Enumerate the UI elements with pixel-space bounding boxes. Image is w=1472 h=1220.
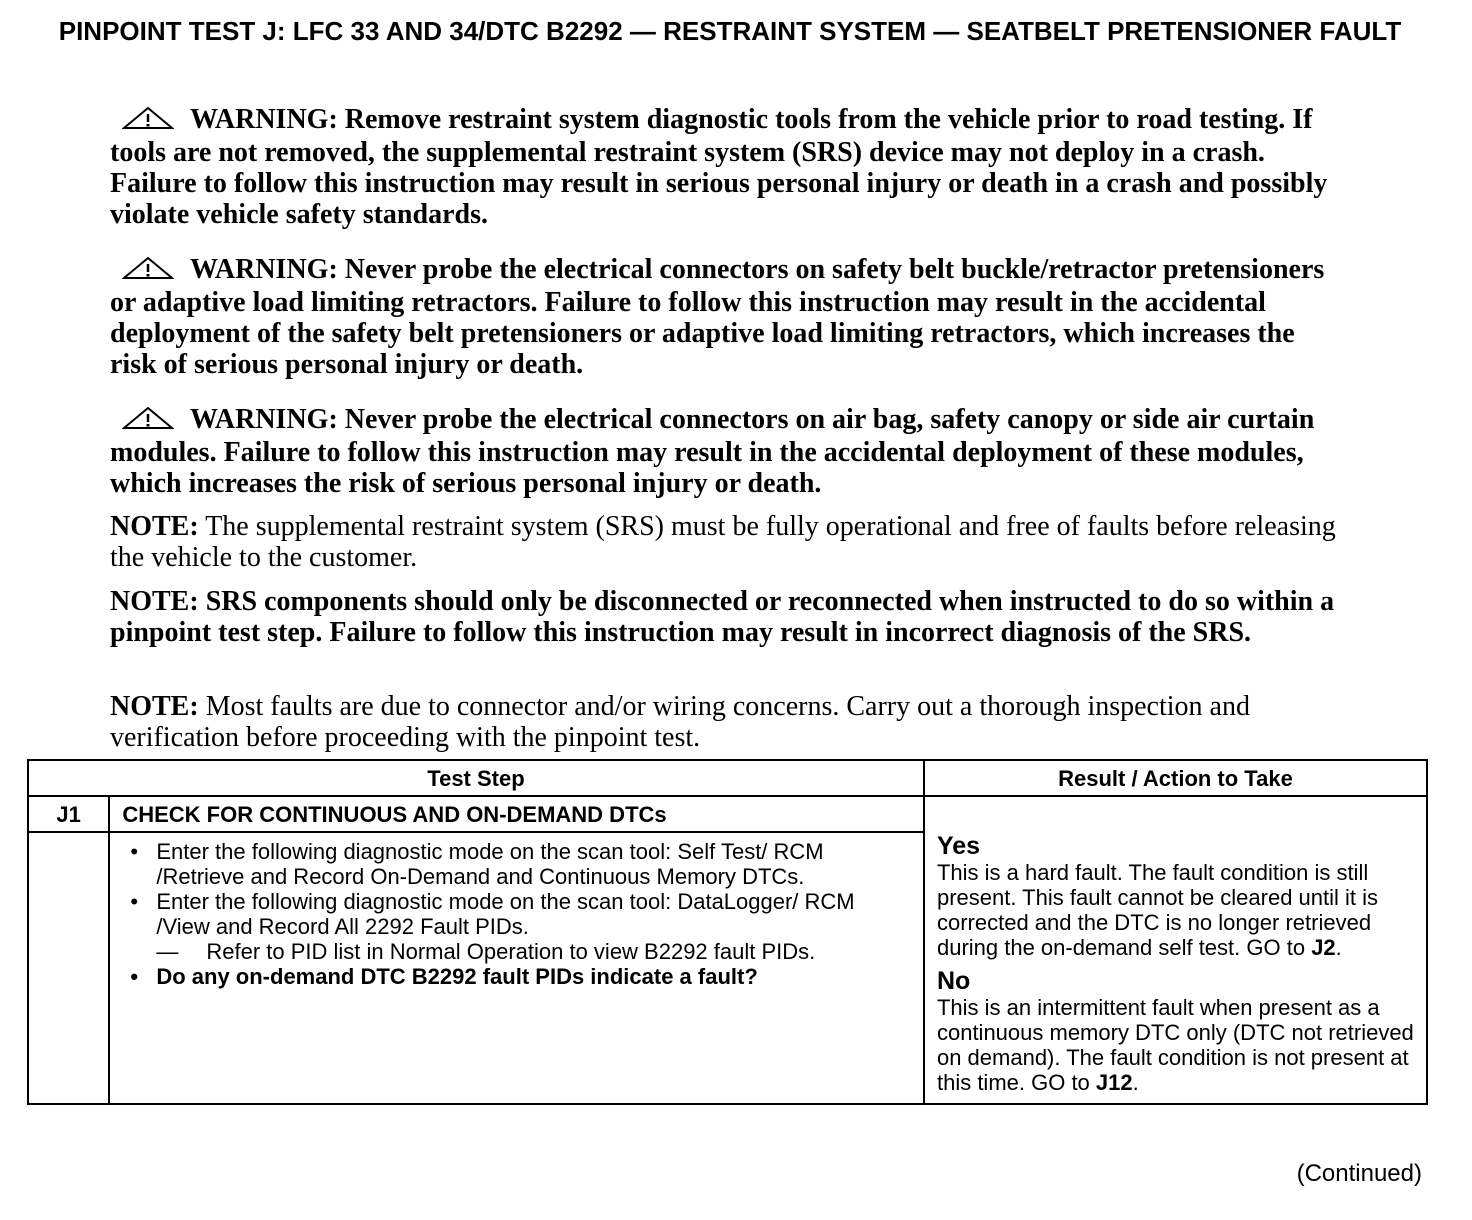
instruction-item: • Enter the following diagnostic mode on the scan tool: Self Test/ RCM /Retrieve and Record On-Demand and Continuous Memory DTCs. xyxy=(130,839,824,889)
result-yes-label: Yes xyxy=(936,832,981,860)
warning-triangle-icon xyxy=(122,406,174,437)
instruction-question: • Do any on-demand DTC B2292 fault PIDs indicate a fault? xyxy=(130,964,758,989)
instruction-item: • Enter the following diagnostic mode on the scan tool: DataLogger/ RCM /View and Record All 2292 Fault PIDs. — Refer to PID list in Normal Operation to view B2292 fault PIDs. xyxy=(124,889,911,964)
page-title: PINPOINT TEST J: LFC 33 AND 34/DTC B2292 — RESTRAINT SYSTEM — SEATBELT PRETENSIONER FAULT xyxy=(58,16,1402,46)
result-yes-text: This is a hard fault. The fault condition is still present. This fault cannot be cleared until it is corrected and the DTC is no longer retrieved during the on-demand self test. GO to J2. xyxy=(936,860,1379,960)
result-cell xyxy=(924,796,1427,1104)
warning-2 xyxy=(110,254,1340,380)
warning-text: Never probe the electrical connectors on safety belt buckle/retractor pretensioners or adaptive load limiting retractors. Failure to follow this instruction may result in the accidental deployment of the safety belt pretensioners or adaptive load limiting retractors, which increases the risk of serious personal injury or death. xyxy=(110,254,1325,380)
note-label: NOTE: xyxy=(110,586,199,617)
note-1 xyxy=(110,511,1340,573)
note-label: NOTE: xyxy=(110,691,199,722)
warning-1 xyxy=(110,104,1340,230)
goto-link-j12[interactable]: J12 xyxy=(1095,1070,1133,1095)
warning-text: Never probe the electrical connectors on air bag, safety canopy or side air curtain modules. Failure to follow this instruction may result in the accidental deployment of these modules, which increases the risk of serious personal injury or death. xyxy=(110,404,1315,499)
table-row xyxy=(28,796,1427,832)
warning-label: WARNING: xyxy=(190,254,338,285)
continued-label: (Continued) xyxy=(1296,1160,1422,1187)
header-test-step: Test Step xyxy=(28,760,924,796)
result-no-text: This is an intermittent fault when present as a continuous memory DTC only (DTC not retrieved on demand). The fault condition is not present at this time. GO to J12. xyxy=(936,995,1414,1095)
step-title: CHECK FOR CONTINUOUS AND ON-DEMAND DTCs xyxy=(109,796,924,832)
warning-3 xyxy=(110,404,1340,499)
step-id-blank xyxy=(28,832,109,1104)
note-text: Most faults are due to connector and/or wiring concerns. Carry out a thorough inspection and verification before proceeding with the pinpoint test. xyxy=(110,691,1250,753)
note-3 xyxy=(110,691,1340,753)
warning-label: WARNING: xyxy=(190,404,338,435)
warning-label: WARNING: xyxy=(190,104,338,135)
note-text: The supplemental restraint system (SRS) must be fully operational and free of faults before releasing the vehicle to the customer. xyxy=(110,511,1336,573)
result-no-label: No xyxy=(936,967,971,995)
table-header-row xyxy=(28,760,1427,796)
header-result-action: Result / Action to Take xyxy=(924,760,1427,796)
note-label: NOTE: xyxy=(110,511,199,542)
sub-instruction: — Refer to PID list in Normal Operation to view B2292 fault PIDs. xyxy=(156,939,816,964)
warning-triangle-icon xyxy=(122,256,174,287)
step-instructions xyxy=(109,832,924,1104)
note-2 xyxy=(110,586,1340,648)
goto-link-j2[interactable]: J2 xyxy=(1311,935,1336,960)
note-text: SRS components should only be disconnected or reconnected when instructed to do so within a pinpoint test step. Failure to follow this instruction may result in incorrect diagnosis of the SRS. xyxy=(110,586,1335,648)
warning-triangle-icon xyxy=(122,106,174,137)
test-step-table xyxy=(27,759,1428,1105)
warning-text: Remove restraint system diagnostic tools from the vehicle prior to road testing. If tools are not removed, the supplemental restraint system (SRS) device may not deploy in a crash. Failure to follow this instruction may result in serious personal injury or death in a crash and possibly violate vehicle safety standards. xyxy=(110,104,1328,230)
step-id: J1 xyxy=(28,796,109,832)
